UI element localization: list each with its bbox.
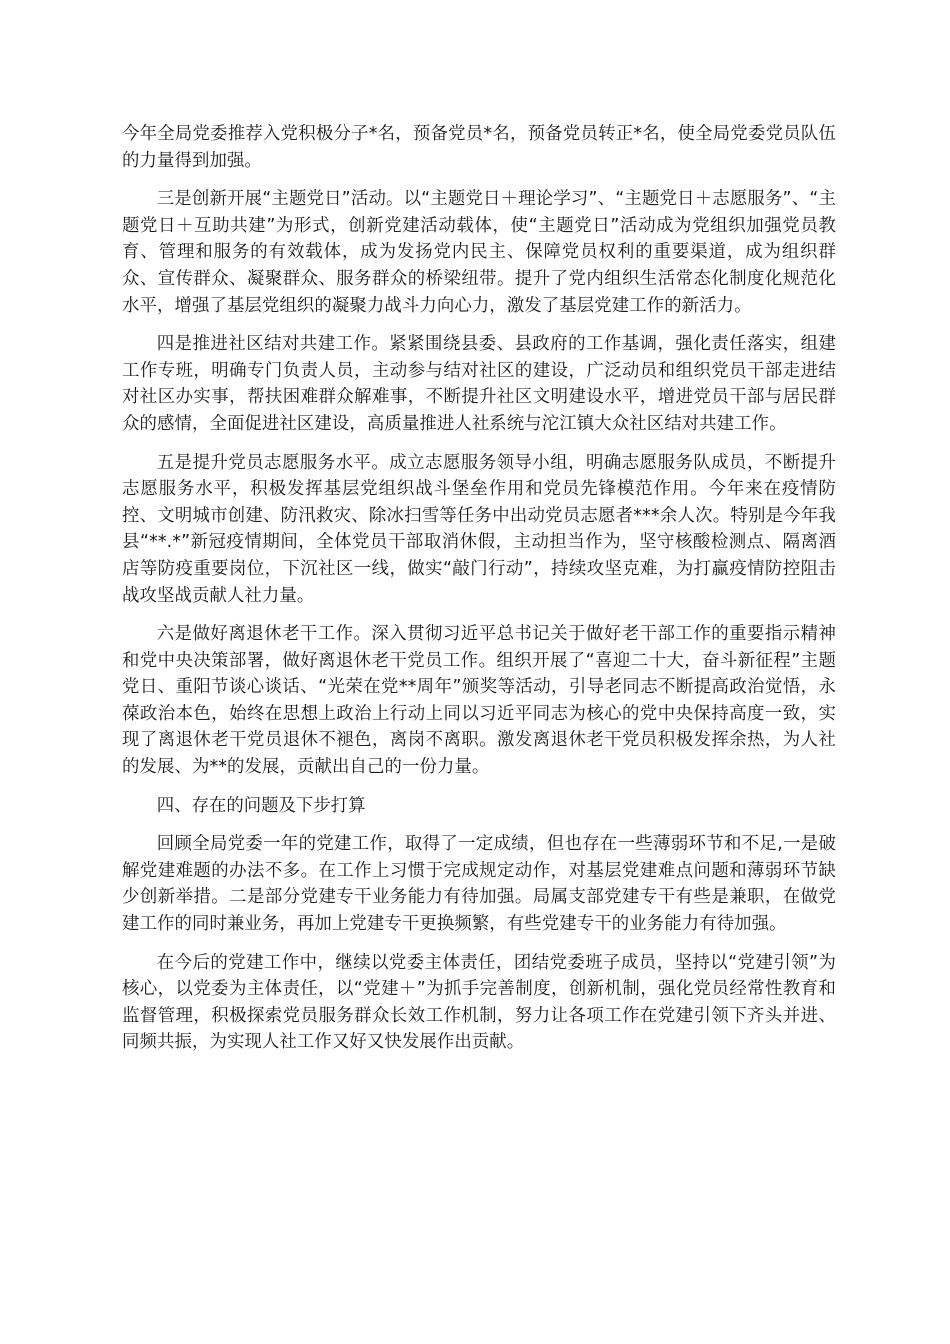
paragraph-future-plans: 在今后的党建工作中，继续以党委主体责任，团结党委班子成员，坚持以“党建引领”为核心，以党委为主体责任，以“党建＋”为抓手完善制度，创新机制，强化党员经常性教育和监督管理，积极探索党员服务群众长效工作机制，努力让各项工作在党建引领下齐头并进、同频共振，为实现人社工作又好又快发展作出贡献。 — [122, 952, 836, 1053]
section-heading: 四、存在的问题及下步打算 — [156, 795, 366, 816]
document-page — [122, 121, 836, 1068]
paragraph-theme-party-day: 三是创新开展“主题党日”活动。以“主题党日＋理论学习”、“主题党日＋志愿服务”、“主题党日＋互助共建”为形式，创新党建活动载体，使“主题党日”活动成为党组织加强党员教育、管理和服务的有效载体，成为发扬党内民主、保障党员权利的重要渠道，成为组织群众、宣传群众、凝聚群众、服务群众的桥梁纽带。提升了党内组织生活常态化制度化规范化水平，增强了基层党组织的凝聚力战斗力向心力，激发了基层党建工作的新活力。 — [122, 189, 836, 316]
paragraph-community-pairing: 四是推进社区结对共建工作。紧紧围绕县委、县政府的工作基调，强化责任落实，组建工作专班，明确专门负责人员，主动参与结对社区的建设，广泛动员和组织党员干部走进结对社区办实事，帮扶困难群众解难事，不断提升社区文明建设水平，增进党员干部与居民群众的感情，全面促进社区建设，高质量推进人社系统与沱江镇大众社区结对共建工作。 — [122, 334, 836, 434]
paragraph-retired-cadres: 六是做好离退休老干工作。深入贯彻习近平总书记关于做好老干部工作的重要指示精神和党中央决策部署，做好离退休老干党员工作。组织开展了“喜迎二十大，奋斗新征程”主题党日、重阳节谈心谈话、“光荣在党**周年”颁奖等活动，引导老同志不断提高政治觉悟，永葆政治本色，始终在思想上政治上行动上同以习近平同志为核心的党中央保持高度一致，实现了离退休老干党员退休不褪色，离岗不离职。激发离退休老干党员积极发挥余热，为人社的发展、为**的发展，贡献出自己的一份力量。 — [122, 624, 836, 778]
paragraph-review-problems: 回顾全局党委一年的党建工作，取得了一定成绩，但也存在一些薄弱环节和不足,一是破解党建难题的办法不多。在工作上习惯于完成规定动作，对基层党建难点问题和薄弱环节缺少创新举措。二是部分党建专干业务能力有待加强。局属支部党建专干有些是兼职，在做党建工作的同时兼业务，再加上党建专干更换频繁，有些党建专干的业务能力有待加强。 — [122, 834, 836, 935]
paragraph-volunteer-service: 五是提升党员志愿服务水平。成立志愿服务领导小组，明确志愿服务队成员，不断提升志愿服务水平，积极发挥基层党组织战斗堡垒作用和党员先锋模范作用。今年来在疫情防控、文明城市创建、防汛救灾、除冰扫雪等任务中出动党员志愿者***余人次。特别是今年我县“**.*”新冠疫情期间，全体党员干部取消休假，主动担当作为，坚守核酸检测点、隔离酒店等防疫重要岗位，下沉社区一线，做实“敲门行动”，持续攻坚克难，为打赢疫情防控阻击战攻坚战贡献人社力量。 — [122, 452, 836, 606]
paragraph-recruitment: 今年全局党委推荐入党积极分子*名，预备党员*名，预备党员转正*名，使全局党委党员队伍的力量得到加强。 — [122, 124, 836, 171]
